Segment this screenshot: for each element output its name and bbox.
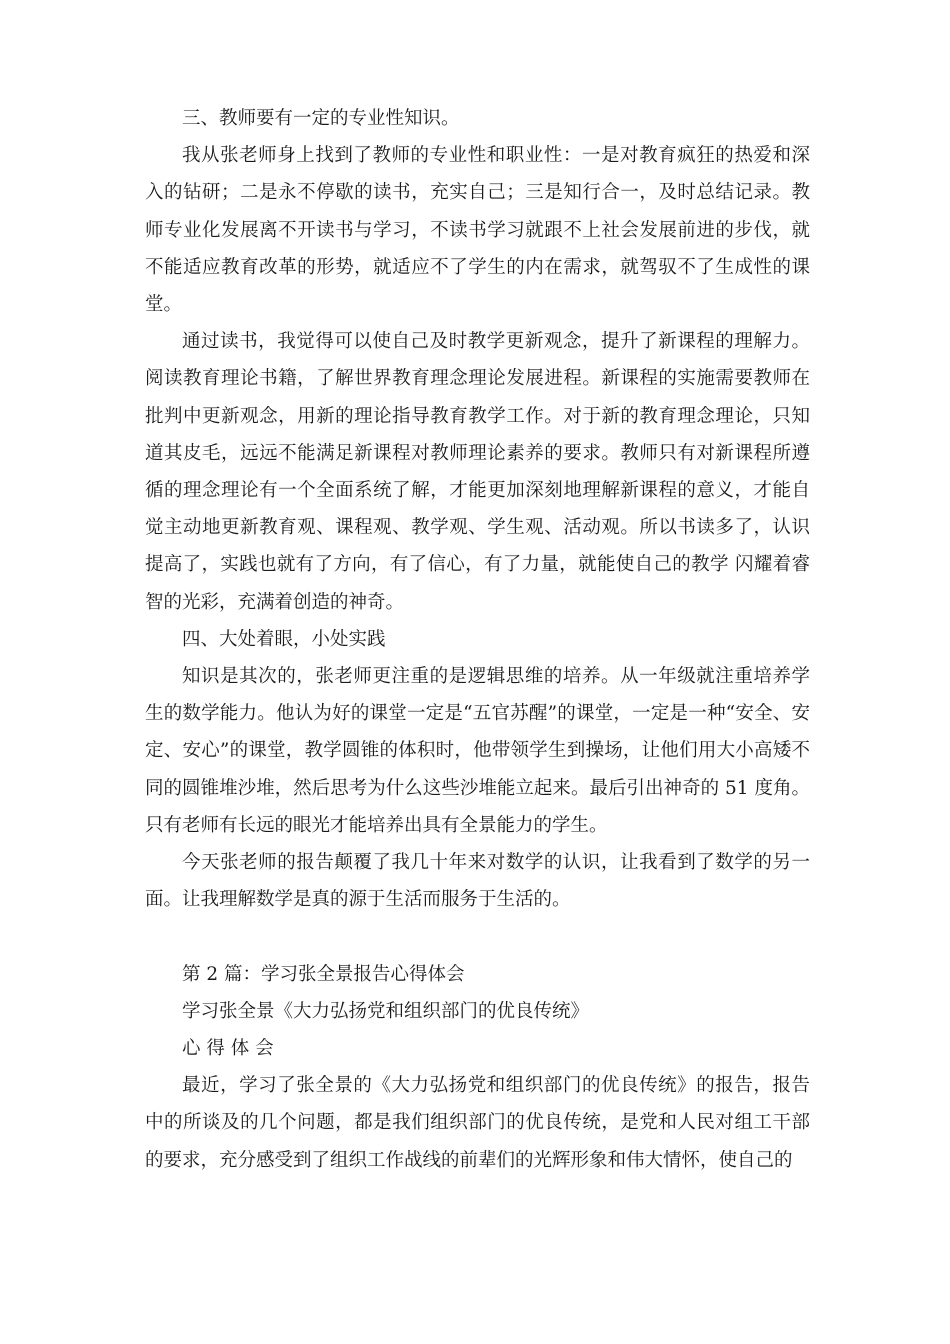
blank-line [145, 918, 810, 955]
section-3-paragraph-2: 通过读书，我觉得可以使自己及时教学更新观念，提升了新课程的理解力。阅读教育理论书籍，了解世界教育理念理论发展进程。新课程的实施需要教师在批判中更新观念，用新的理论指导教育教学工作。对于新的教育理念理论，只知道其皮毛，远远不能满足新课程对教师理论素养的要求。教师只有对新课程所遵循的理念理论有一个全面系统了解，才能更加深刻地理解新课程的意义，才能自觉主动地更新教育观、课程观、教学观、学生观、活动观。所以书读多了，认识提高了，实践也就有了方向，有了信心，有了力量，就能使自己的教学 闪耀着睿智的光彩，充满着创造的神奇。 [145, 331, 810, 613]
section-4-paragraph-2: 今天张老师的报告颠覆了我几十年来对数学的认识，让我看到了数学的另一面。让我理解数学是真的源于生活而服务于生活的。 [145, 852, 810, 911]
part-2-subtitle: 学习张全景《大力弘扬党和组织部门的优良传统》 [182, 1000, 590, 1022]
section-4-heading: 四、大处着眼，小处实践 [182, 628, 386, 650]
part-2-title: 第 2 篇：学习张全景报告心得体会 [182, 963, 465, 985]
section-4-paragraph-1: 知识是其次的，张老师更注重的是逻辑思维的培养。从一年级就注重培养学生的数学能力。他认为好的课堂一定是“五官苏醒”的课堂，一定是一种“安全、安定、安心”的课堂，教学圆锥的体积时，他带领学生到操场，让他们用大小高矮不同的圆锥堆沙堆，然后思考为什么这些沙堆能立起来。最后引出神奇的 51 度角。只有老师有长远的眼光才能培养出具有全景能力的学生。 [145, 666, 810, 836]
section-3-heading: 三、教师要有一定的专业性知识。 [182, 108, 460, 129]
document-body [145, 100, 810, 1179]
section-3-paragraph-1: 我从张老师身上找到了教师的专业性和职业性：一是对教育疯狂的热爱和深入的钻研；二是永不停歇的读书，充实自己；三是知行合一，及时总结记录。教师专业化发展离不开读书与学习，不读书学习就跟不上社会发展前进的步伐，就不能适应教育改革的形势，就适应不了学生的内在需求，就驾驭不了生成性的课堂。 [145, 145, 810, 316]
part-2-label: 心 得 体 会 [182, 1038, 274, 1060]
part-2-paragraph-1: 最近，学习了张全景的《大力弘扬党和组织部门的优良传统》的报告，报告中的所谈及的几个问题，都是我们组织部门的优良传统，是党和人民对组工干部的要求，充分感受到了组织工作战线的前辈们的光辉形象和伟大情怀，使自己的 [145, 1075, 810, 1171]
